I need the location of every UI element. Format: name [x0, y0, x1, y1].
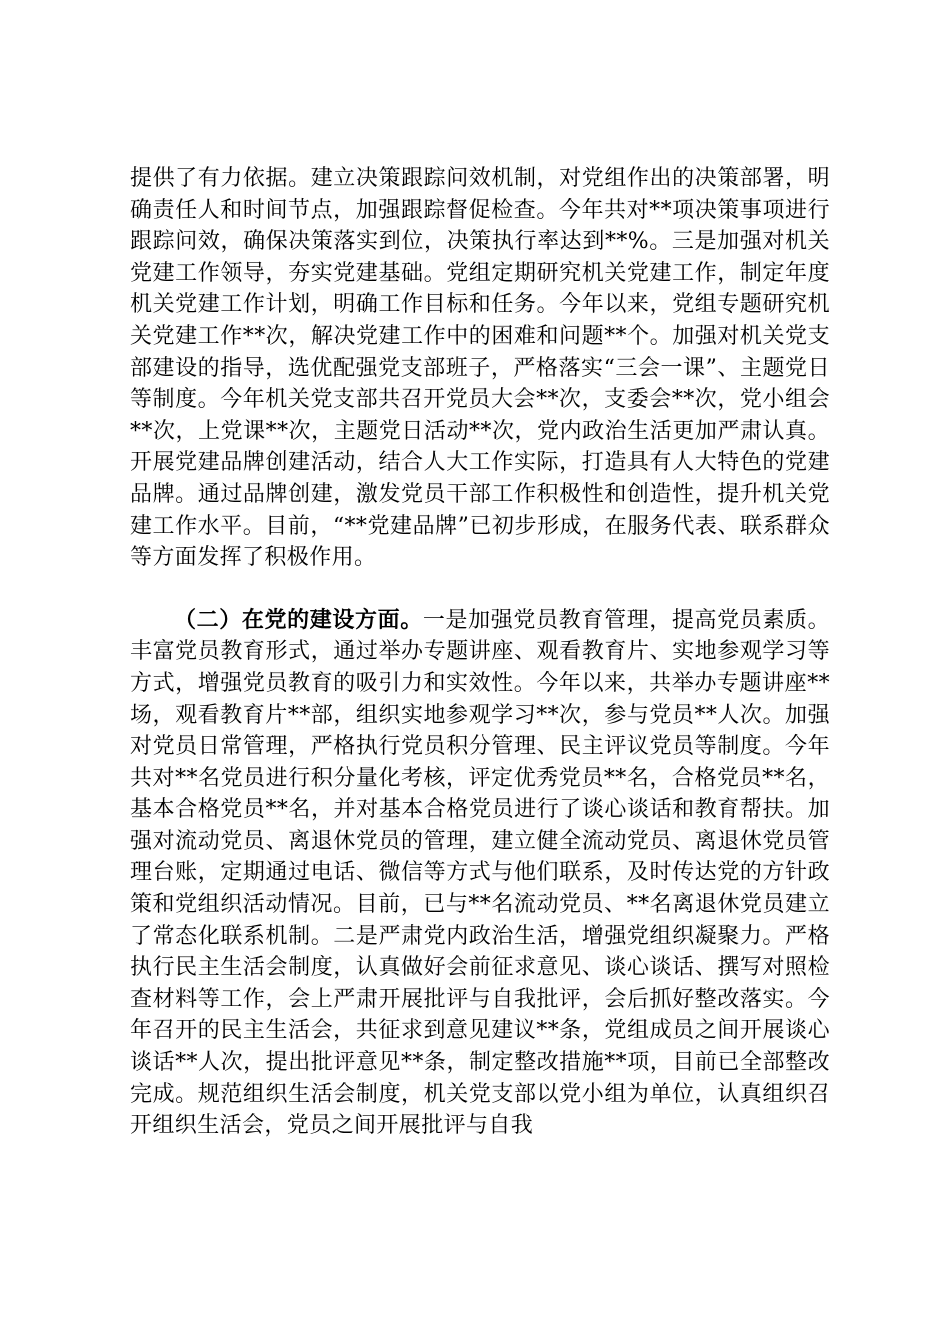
section-heading: （二）在党的建设方面。: [174, 607, 423, 633]
paragraph-body: 一是加强党员教育管理，提高党员素质。丰富党员教育形式，通过举办专题讲座、观看教育片、实地参观学习等方式，增强党员教育的吸引力和实效性。今年以来，共举办专题讲座**场，观看教育片**部，组织实地参观学习**次，参与党员**人次。加强对党员日常管理，严格执行党员积分管理、民主评议党员等制度。今年共对**名党员进行积分量化考核，评定优秀党员**名，合格党员**名，基本合格党员**名，并对基本合格党员进行了谈心谈话和教育帮扶。加强对流动党员、离退休党员的管理，建立健全流动党员、离退休党员管理台账，定期通过电话、微信等方式与他们联系，及时传达党的方针政策和党组织活动情况。目前，已与**名流动党员、**名离退休党员建立了常态化联系机制。二是严肃党内政治生活，增强党组织凝聚力。严格执行民主生活会制度，认真做好会前征求意见、谈心谈话、撰写对照检查材料等工作，会上严肃开展批评与自我批评，会后抓好整改落实。今年召开的民主生活会，共征求到意见建议**条，党组成员之间开展谈心谈话**人次，提出批评意见**条，制定整改措施**项，目前已全部整改完成。规范组织生活会制度，机关党支部以党小组为单位，认真组织召开组织生活会，党员之间开展批评与自我: [130, 607, 831, 1139]
paragraph-party-building: [130, 605, 830, 1142]
document-page: [130, 163, 830, 1142]
paragraph-continued: 提供了有力依据。建立决策跟踪问效机制，对党组作出的决策部署，明确责任人和时间节点，加强跟踪督促检查。今年共对**项决策事项进行跟踪问效，确保决策落实到位，决策执行率达到**%。三是加强对机关党建工作领导，夯实党建基础。党组定期研究机关党建工作，制定年度机关党建工作计划，明确工作目标和任务。今年以来，党组专题研究机关党建工作**次，解决党建工作中的困难和问题**个。加强对机关党支部建设的指导，选优配强党支部班子，严格落实“三会一课”、主题党日等制度。今年机关党支部共召开党员大会**次，支委会**次，党小组会**次，上党课**次，主题党日活动**次，党内政治生活更加严肃认真。开展党建品牌创建活动，结合人大工作实际，打造具有人大特色的党建品牌。通过品牌创建，激发党员干部工作积极性和创造性，提升机关党建工作水平。目前，“**党建品牌”已初步形成，在服务代表、联系群众等方面发挥了积极作用。: [130, 166, 830, 571]
